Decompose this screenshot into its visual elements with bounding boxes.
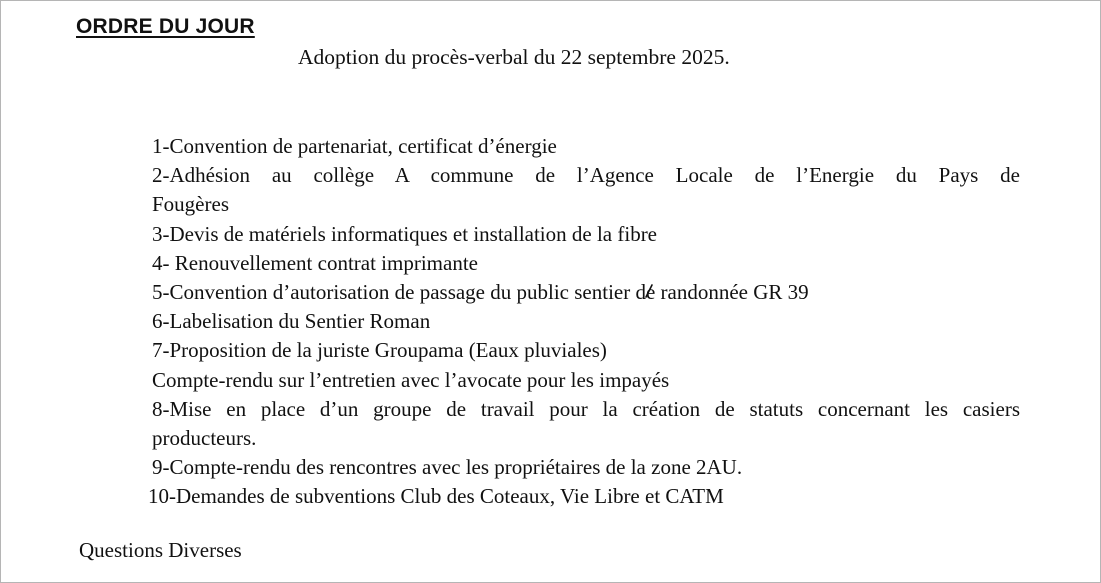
questions-diverses: Questions Diverses	[79, 538, 242, 562]
handwritten-comma-mark	[642, 283, 656, 301]
agenda-item-7-subitem: Compte-rendu sur l’entretien avec l’avocate pour les impayés	[152, 367, 670, 392]
agenda-item-1: 1-Convention de partenariat, certificat d’énergie	[152, 134, 557, 158]
agenda-item-8: 8-Mise en place d’un groupe de travail pour la création de statuts concernant les casiers	[152, 396, 1020, 421]
agenda-list	[148, 132, 1020, 512]
agenda-item-2: 2-Adhésion au collège A commune de l’Agence Locale de l’Energie du Pays de	[152, 163, 1020, 188]
agenda-item-3: 3-Devis de matériels informatiques et installation de la fibre	[152, 221, 658, 246]
agenda-item-6: 6-Labelisation du Sentier Roman	[152, 309, 431, 334]
agenda-item-5: 5-Convention d’autorisation de passage du public sentier de randonnée GR 39	[152, 280, 809, 305]
document-subtitle: Adoption du procès-verbal du 22 septembre 2025.	[298, 45, 730, 69]
agenda-item-10: 10-Demandes de subventions Club des Coteaux, Vie Libre et CATM	[148, 484, 724, 509]
agenda-item-4: 4- Renouvellement contrat imprimante	[152, 250, 478, 275]
agenda-item-7: 7-Proposition de la juriste Groupama (Eaux pluviales)	[152, 338, 607, 363]
agenda-item-9: 9-Compte-rendu des rencontres avec les propriétaires de la zone 2AU.	[152, 455, 743, 480]
agenda-item-2-continuation: Fougères	[152, 192, 229, 217]
document-heading: ORDRE DU JOUR	[76, 15, 255, 38]
agenda-item-8-continuation: producteurs.	[152, 426, 257, 451]
